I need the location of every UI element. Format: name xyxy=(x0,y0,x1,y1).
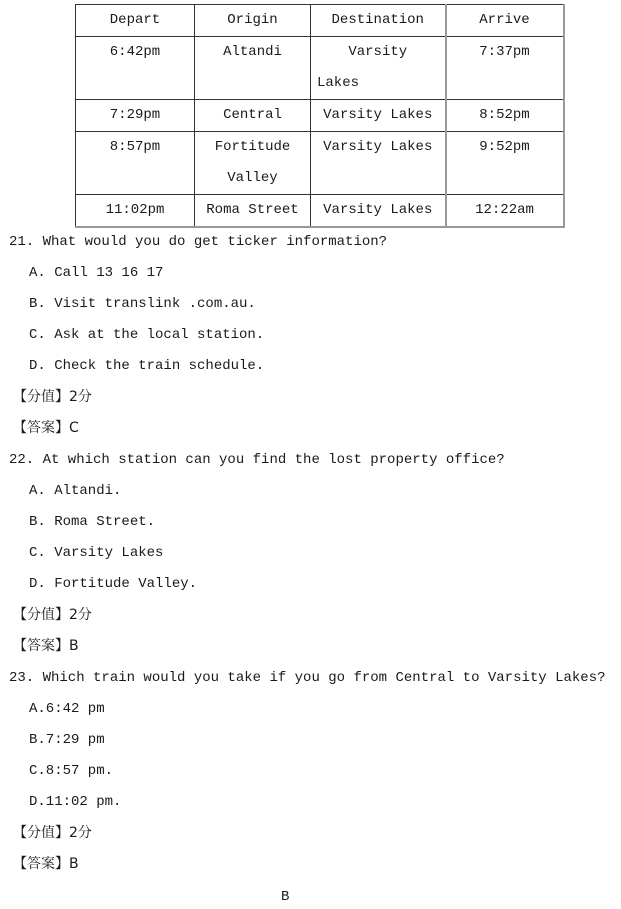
answer-21: 【答案】C xyxy=(13,420,79,436)
table-row xyxy=(76,37,564,100)
header-origin: Origin xyxy=(195,5,311,37)
cell-depart: 7:29pm xyxy=(76,100,195,132)
cell-arrive: 8:52pm xyxy=(446,100,564,132)
table-row xyxy=(76,195,564,228)
destination-line2: Lakes xyxy=(317,75,360,91)
cell-destination: Varsity Lakes xyxy=(311,132,446,195)
header-arrive: Arrive xyxy=(446,5,564,37)
question-22: 22. At which station can you find the lost property office? xyxy=(9,452,505,468)
option-c: C.8:57 pm. xyxy=(29,763,114,779)
score-21: 【分值】2分 xyxy=(13,389,92,405)
origin-line1: Fortitude xyxy=(214,139,291,155)
table-row xyxy=(76,132,564,195)
option-d: D. Check the train schedule. xyxy=(29,358,265,374)
header-depart: Depart xyxy=(76,5,195,37)
cell-origin: Roma Street xyxy=(195,195,311,228)
option-a: A. Call 13 16 17 xyxy=(29,265,164,281)
cell-depart: 8:57pm xyxy=(76,132,195,195)
cell-origin xyxy=(195,132,311,195)
train-timetable xyxy=(75,4,565,228)
option-a: A.6:42 pm xyxy=(29,701,105,717)
option-a: A. Altandi. xyxy=(29,483,122,499)
option-b: B. Visit translink .com.au. xyxy=(29,296,256,312)
cell-origin: Central xyxy=(195,100,311,132)
score-23: 【分值】2分 xyxy=(13,825,92,841)
table-row xyxy=(76,100,564,132)
option-c: C. Ask at the local station. xyxy=(29,327,265,343)
answer-23: 【答案】B xyxy=(13,856,79,872)
option-b: B. Roma Street. xyxy=(29,514,156,530)
destination-line1: Varsity xyxy=(348,44,408,60)
option-b: B.7:29 pm xyxy=(29,732,105,748)
cell-destination: Varsity Lakes xyxy=(311,195,446,228)
answer-22: 【答案】B xyxy=(13,638,79,654)
cell-depart: 6:42pm xyxy=(76,37,195,100)
header-destination: Destination xyxy=(311,5,446,37)
timetable-header-row xyxy=(76,5,564,37)
origin-line2: Valley xyxy=(227,170,278,186)
score-22: 【分值】2分 xyxy=(13,607,92,623)
footer-text: B xyxy=(281,889,290,905)
question-21: 21. What would you do get ticker information? xyxy=(9,234,388,250)
cell-destination: Varsity Lakes xyxy=(311,100,446,132)
option-c: C. Varsity Lakes xyxy=(29,545,164,561)
cell-destination xyxy=(311,37,446,100)
cell-origin: Altandi xyxy=(195,37,311,100)
option-d: D.11:02 pm. xyxy=(29,794,122,810)
question-23: 23. Which train would you take if you go from Central to Varsity Lakes? xyxy=(9,670,606,686)
option-d: D. Fortitude Valley. xyxy=(29,576,198,592)
cell-arrive: 12:22am xyxy=(446,195,564,228)
cell-depart: 11:02pm xyxy=(76,195,195,228)
cell-arrive: 9:52pm xyxy=(446,132,564,195)
cell-arrive: 7:37pm xyxy=(446,37,564,100)
